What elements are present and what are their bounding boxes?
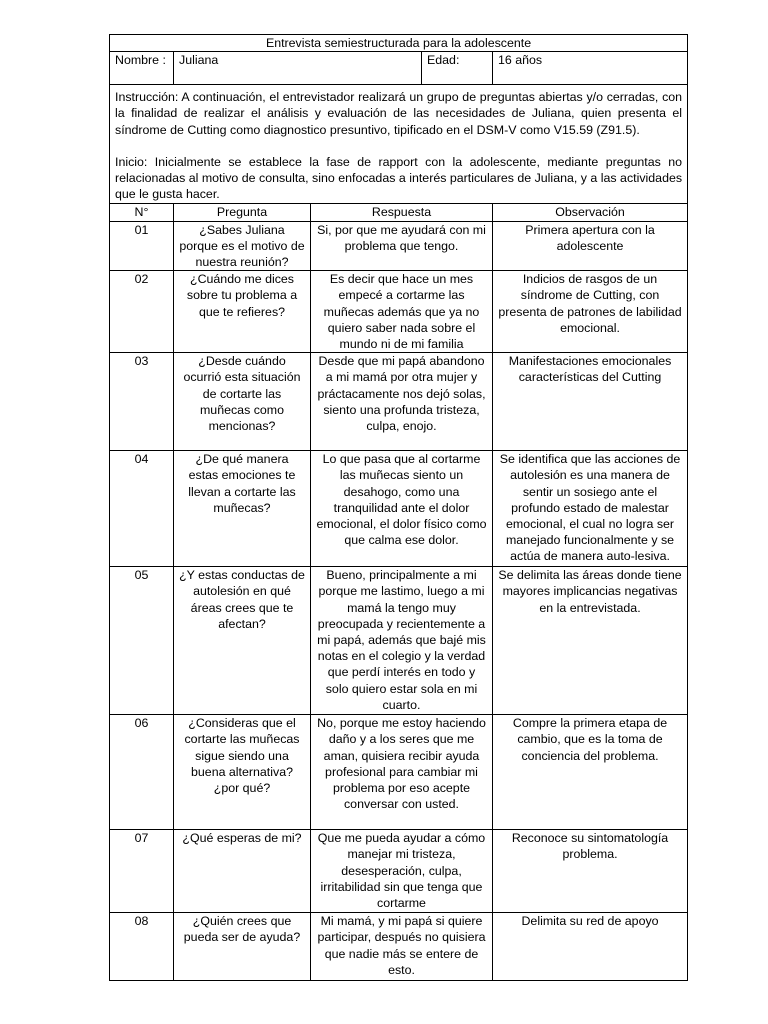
row-observacion: Se identifica que las acciones de autolesión es una manera de sentir un sosiego ante el profundo estado de malestar emocional, el cual no logra ser manejado funcionalmente y se actúa de manera auto-lesiva. [493,451,688,567]
table-row [110,567,688,715]
row-pregunta: ¿Desde cuándo ocurrió esta situación de cortarte las muñecas como mencionas? [174,353,311,451]
row-number: 04 [110,451,174,567]
row-respuesta: Es decir que hace un mes empecé a cortarme las muñecas además que ya no quiero saber nada sobre el mundo ni de mi familia [311,271,493,353]
row-number: 05 [110,567,174,715]
instructions-cell [110,85,688,204]
row-number: 02 [110,271,174,353]
row-pregunta: ¿Sabes Juliana porque es el motivo de nuestra reunión? [174,221,311,271]
instruccion-text: Instrucción: A continuación, el entrevistador realizará un grupo de preguntas abiertas y/o cerradas, con la finalidad de realizar el análisis y evaluación de las necesidades de Juliana, quien presenta el síndrome de Cutting como diagnostico presuntivo, tipificado en el DSM-V como V15.59 (Z91.5). [115,90,683,137]
row-respuesta: No, porque me estoy haciendo daño y a los seres que me aman, quisiera recibir ayuda profesional para cambiar mi problema por eso acepte conversar con usted. [311,715,493,830]
row-pregunta: ¿Cuándo me dices sobre tu problema a que te refieres? [174,271,311,353]
table-row [110,353,688,451]
header-numero: N° [110,204,174,221]
table-row [110,451,688,567]
nombre-label: Nombre : [110,52,174,85]
nombre-value: Juliana [179,53,219,68]
row-observacion: Delimita su red de apoyo [493,913,688,981]
table-header-row [110,204,688,221]
table-title: Entrevista semiestructurada para la adolescente [110,35,688,52]
inicio-text: Inicio: Inicialmente se establece la fase de rapport con la adolescente, mediante preguntas no relacionadas al motivo de consulta, sino enfocadas a interés particulares de Juliana, y a las actividades que le gusta hacer. [115,154,683,202]
row-pregunta: ¿Y estas conductas de autolesión en qué áreas crees que te afectan? [174,567,311,715]
header-observacion: Observación [493,204,688,221]
row-pregunta: ¿De qué manera estas emociones te llevan a cortarte las muñecas? [174,451,311,567]
table-row [110,913,688,981]
row-observacion: Reconoce su sintomatología problema. [493,830,688,913]
row-respuesta: Que me pueda ayudar a cómo manejar mi tristeza, desesperación, culpa, irritabilidad sin que tenga que cortarme [311,830,493,913]
row-respuesta: Si, por que me ayudará con mi problema que tengo. [311,221,493,271]
row-number: 06 [110,715,174,830]
row-observacion: Indicios de rasgos de un síndrome de Cutting, con presenta de patrones de labilidad emocional. [493,271,688,353]
row-number: 01 [110,221,174,271]
table-row [110,830,688,913]
header-pregunta: Pregunta [174,204,311,221]
row-number: 03 [110,353,174,451]
row-pregunta: ¿Quién crees que pueda ser de ayuda? [174,913,311,981]
row-observacion: Manifestaciones emocionales características del Cutting [493,353,688,451]
row-pregunta: ¿Consideras que el cortarte las muñecas sigue siendo una buena alternativa? ¿por qué? [174,715,311,830]
row-observacion: Primera apertura con la adolescente [493,221,688,271]
row-pregunta: ¿Qué esperas de mi? [174,830,311,913]
row-number: 08 [110,913,174,981]
edad-label: Edad: [421,52,492,84]
row-respuesta: Mi mamá, y mi papá si quiere participar, después no quisiera que nadie más se entere de esto. [311,913,493,981]
interview-table [109,34,688,981]
row-number: 07 [110,830,174,913]
edad-value: 16 años [493,52,688,85]
row-respuesta: Lo que pasa que al cortarme las muñecas siento un desahogo, como una tranquilidad ante el dolor emocional, el dolor físico como que calma ese dolor. [311,451,493,567]
table-row [110,715,688,830]
row-respuesta: Desde que mi papá abandono a mi mamá por otra mujer y práctacamente nos dejó solas, siento una profunda tristeza, culpa, enojo. [311,353,493,451]
table-row [110,271,688,353]
row-observacion: Compre la primera etapa de cambio, que es la toma de conciencia del problema. [493,715,688,830]
table-row [110,221,688,271]
header-respuesta: Respuesta [311,204,493,221]
row-respuesta: Bueno, principalmente a mi porque me lastimo, luego a mi mamá la tengo muy preocupada y recientemente a mi papá, además que bajé mis notas en el colegio y la verdad que perdí interés en todo y solo quiero estar sola en mi cuarto. [311,567,493,715]
row-observacion: Se delimita las áreas donde tiene mayores implicancias negativas en la entrevistada. [493,567,688,715]
